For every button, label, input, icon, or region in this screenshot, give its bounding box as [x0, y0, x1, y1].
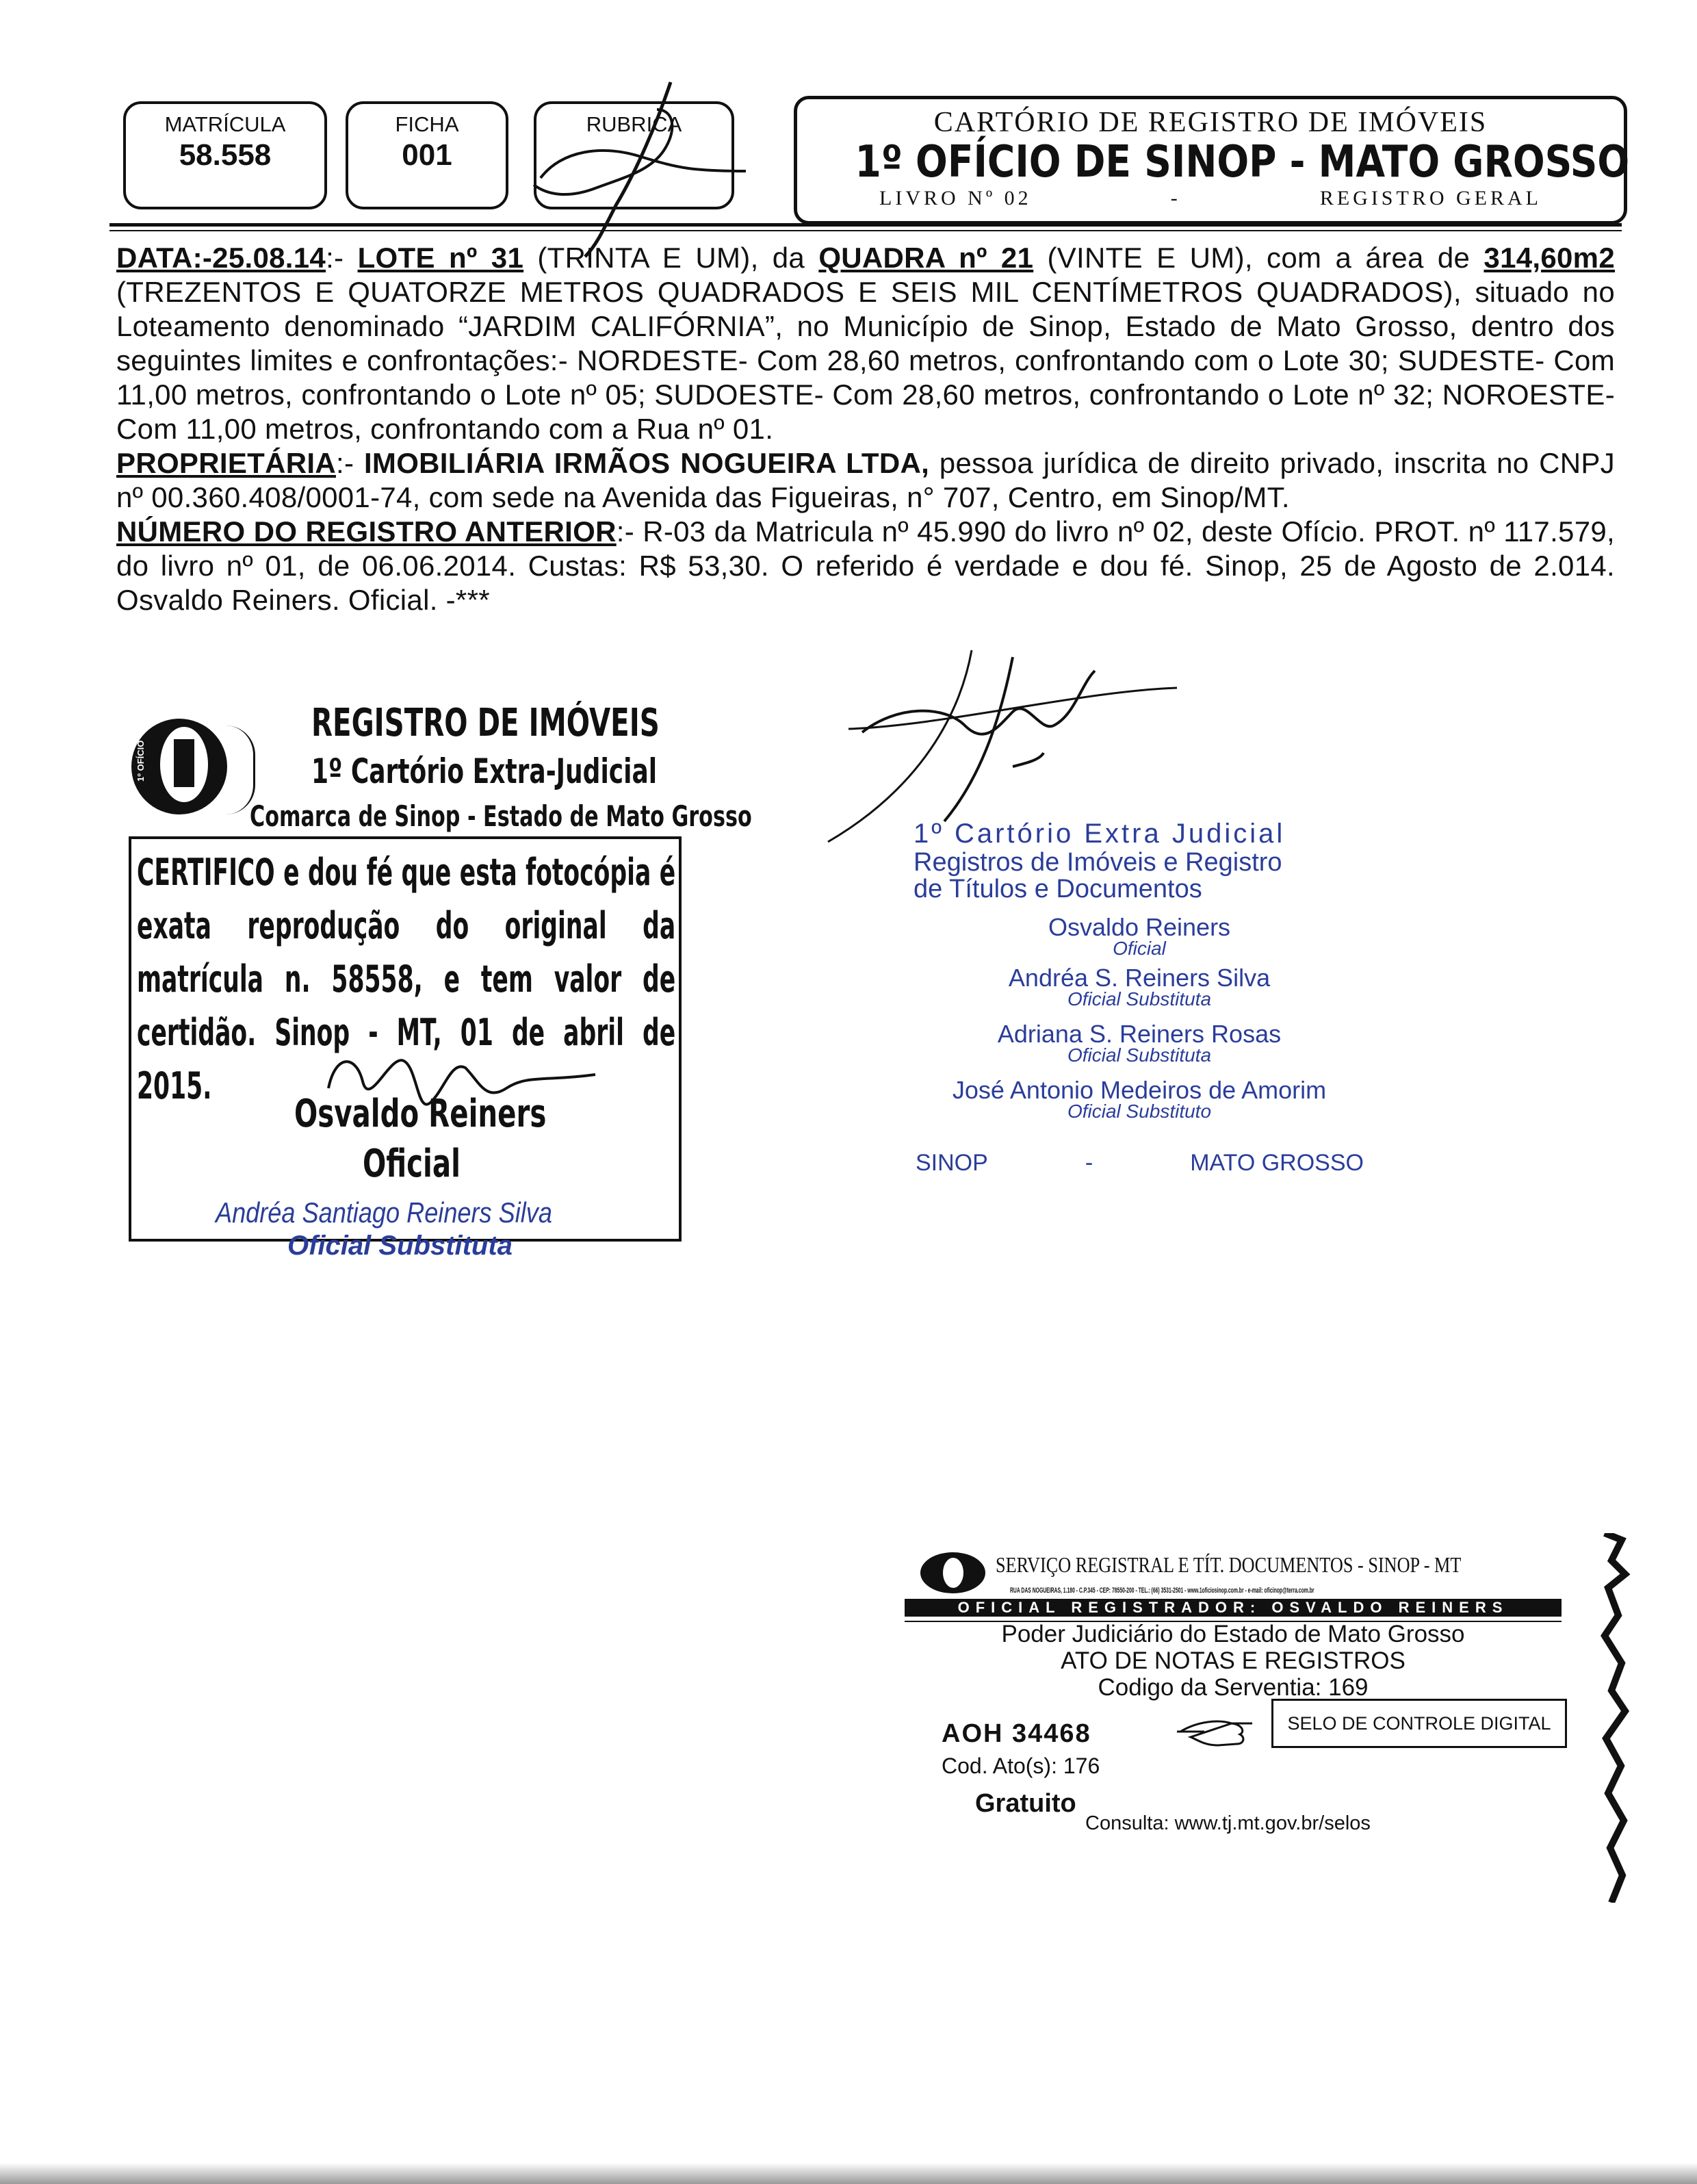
- officer-2-name: Andréa S. Reiners Silva: [1008, 964, 1271, 992]
- livro-line: [797, 187, 1624, 210]
- livro-right: REGISTRO GERAL: [1319, 187, 1542, 209]
- cartorio-stamp-city: SINOP - MATO GROSSO: [916, 1150, 1364, 1176]
- date: DATA:-25.08.14: [116, 242, 326, 274]
- livro-dash: -: [1170, 187, 1181, 209]
- ficha-value: 001: [402, 138, 452, 172]
- certificate-substitute-role: Oficial Substituta: [287, 1231, 513, 1261]
- registration-text: [116, 241, 1615, 617]
- seal-consulta: Consulta: www.tj.mt.gov.br/selos: [1085, 1812, 1371, 1834]
- owner-name: IMOBILIÁRIA IRMÃOS NOGUEIRA LTDA,: [363, 447, 930, 479]
- officer-4-name: José Antonio Medeiros de Amorim: [952, 1076, 1327, 1104]
- matricula-label: MATRÍCULA: [164, 112, 286, 136]
- seal-band: OFICIAL REGISTRADOR: OSVALDO REINERS: [905, 1599, 1562, 1617]
- seal-line-1: Poder Judiciário do Estado de Mato Grosso: [1001, 1621, 1465, 1647]
- officer-1-role: Oficial: [1113, 938, 1166, 959]
- officer-3-name: Adriana S. Reiners Rosas: [997, 1020, 1282, 1048]
- owner-paragraph: PROPRIETÁRIA:- IMOBILIÁRIA IRMÃOS NOGUEIRA LTDA, pessoa jurídica de direito privado, inscrita no CNPJ nº 00.360.408/0001-74, com sede na Avenida das Figueiras, n° 707, Centro, em Sinop/MT.: [116, 447, 1615, 513]
- seal-logo-inner: [943, 1558, 963, 1588]
- officer-3-role: Oficial Substituta: [1067, 1044, 1212, 1066]
- matricula-box: [123, 101, 327, 209]
- seal-gratuito: Gratuito: [975, 1789, 1076, 1818]
- owner-label: PROPRIETÁRIA: [116, 447, 336, 479]
- oficial-signature: [807, 643, 1191, 849]
- seal-line-3: Codigo da Serventia: 169: [1098, 1674, 1369, 1701]
- cartorio-stamp-officers: [914, 913, 1365, 1122]
- seal-selo-box: SELO DE CONTROLE DIGITAL: [1271, 1699, 1567, 1748]
- certificate-text: CERTIFICO e dou fé que esta fotocópia é exata reprodução do original da matrícula n. 58558, e tem valor de certidão. Sinop - MT, 01 de abril de 2015.: [137, 851, 676, 1107]
- area: 314,60m2: [1484, 242, 1615, 274]
- lote: LOTE nº 31: [357, 242, 524, 274]
- oficio-logo-text: 1º OFÍCIO: [135, 740, 146, 782]
- cartorio-stamp-line3: de Títulos e Documentos: [914, 875, 1202, 903]
- previous-registration-paragraph: NÚMERO DO REGISTRO ANTERIOR:- R-03 da Matricula nº 45.990 do livro nº 02, deste Ofício. PROT. nº 117.579, do livro nº 01, de 06.06.2014. Custas: R$ 53,30. O referido é verdade e dou fé. Sinop, 25 de Agosto de 2.014. Osvaldo Reiners. Oficial. -***: [116, 515, 1615, 616]
- stamp-registro-title: REGISTRO DE IMÓVEIS: [311, 701, 660, 745]
- seal-line-2: ATO DE NOTAS E REGISTROS: [1061, 1647, 1405, 1674]
- seal-code: AOH 34468: [942, 1719, 1091, 1748]
- seal-cod-ato: Cod. Ato(s): 176: [942, 1753, 1100, 1778]
- seal-lines: [905, 1621, 1562, 1701]
- certificate-role: Oficial: [363, 1142, 461, 1186]
- cartorio-stamp-line1: 1º Cartório Extra Judicial: [914, 819, 1286, 849]
- header-rule: [109, 223, 1622, 227]
- rubrica-signature: [520, 68, 753, 260]
- matricula-value: 58.558: [179, 138, 272, 172]
- quadra: QUADRA nº 21: [818, 242, 1034, 274]
- seal-header: SERVIÇO REGISTRAL E TÍT. DOCUMENTOS - SINOP - MT: [996, 1552, 1462, 1577]
- stamp-registro-comarca: Comarca de Sinop - Estado de Mato Grosso: [250, 799, 752, 833]
- pointing-hand-icon: [1177, 1711, 1266, 1752]
- cartorio-stamp-line2: Registros de Imóveis e Registro: [914, 848, 1282, 877]
- cartorio-title: CARTÓRIO DE REGISTRO DE IMÓVEIS: [933, 107, 1488, 138]
- stamp-registro-cartorio: 1º Cartório Extra-Judicial: [311, 751, 658, 791]
- oficio-logo: [131, 719, 227, 814]
- scan-bottom-edge: [0, 2163, 1697, 2184]
- cartorio-office: 1º OFÍCIO DE SINOP - MATO GROSSO: [855, 137, 1630, 188]
- ficha-label: FICHA: [395, 112, 459, 136]
- ficha-box: [346, 101, 508, 209]
- certificate-substitute-name: Andréa Santiago Reiners Silva: [216, 1196, 552, 1229]
- certificate-name: Osvaldo Reiners: [294, 1092, 547, 1136]
- cartorio-stamp: [914, 819, 1365, 904]
- seal-address: RUA DAS NOGUEIRAS, 1.180 - C.P.345 - CEP: 78550-200 - TEL.: (66) 3531-2501 - www.1oficiosinop.com.br - e-mail: oficinop@terra.com.br: [1010, 1586, 1314, 1595]
- lot-description: DATA:-25.08.14:- LOTE nº 31 (TRINTA E UM), da QUADRA nº 21 (VINTE E UM), com a área de 314,60m2 (TREZENTOS E QUATORZE METROS QUADRADOS E SEIS MIL CENTÍMETROS QUADRADOS), situado no Loteamento denominado “JARDIM CALIFÓRNIA”, no Município de Sinop, Estado de Mato Grosso, dentro dos seguintes limites e confrontações:- NORDESTE- Com 28,60 metros, confrontando com o Lote 30; SUDESTE- Com 11,00 metros, confrontando o Lote nº 05; SUDOESTE- Com 28,60 metros, confrontando o Lote nº 32; NOROESTE- Com 11,00 metros, confrontando com a Rua nº 01.: [116, 242, 1615, 445]
- officer-4-role: Oficial Substituto: [1067, 1101, 1212, 1122]
- officer-2-role: Oficial Substituta: [1067, 988, 1212, 1010]
- officer-1-name: Osvaldo Reiners: [1048, 913, 1231, 941]
- torn-edge-decoration: [1591, 1533, 1632, 1903]
- header-rule-thin: [109, 230, 1622, 231]
- cartorio-header: [794, 96, 1630, 224]
- rubrica-label: RUBRICA: [586, 112, 682, 136]
- livro-left: LIVRO Nº 02: [879, 187, 1032, 209]
- previous-registration-label: NÚMERO DO REGISTRO ANTERIOR: [116, 515, 617, 548]
